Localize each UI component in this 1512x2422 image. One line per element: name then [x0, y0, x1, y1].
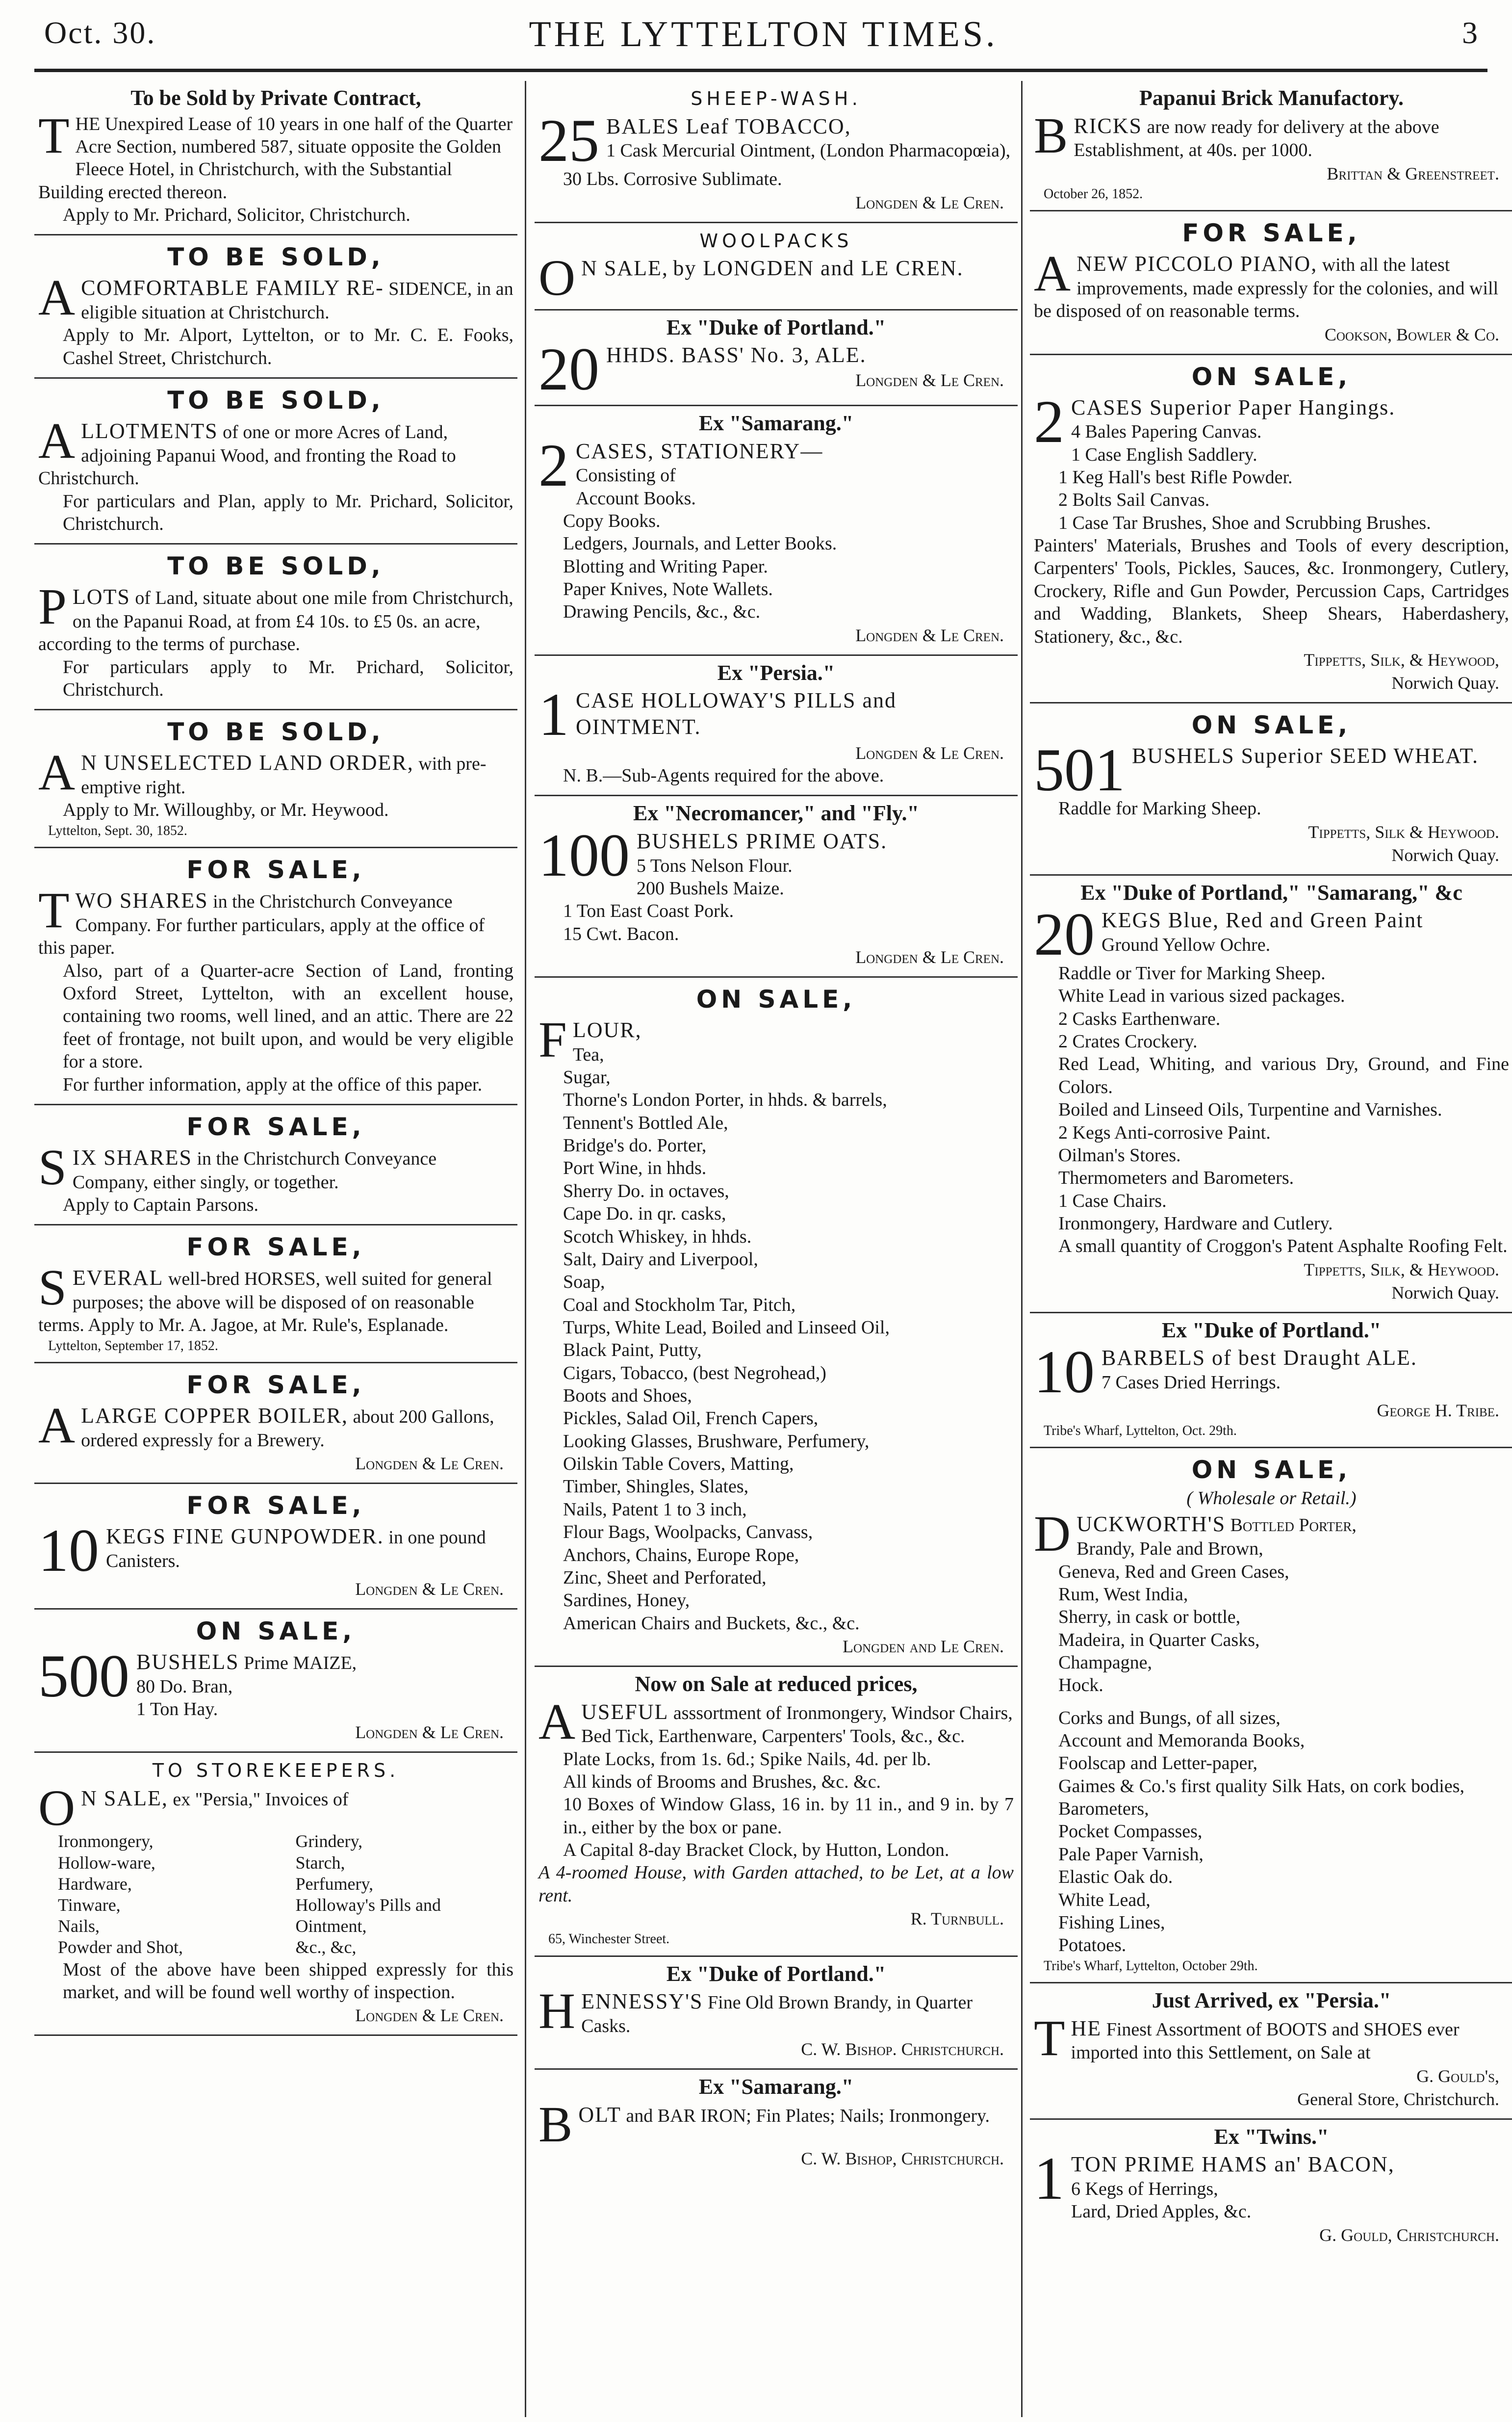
ad-line: Boiled and Linseed Oils, Turpentine and Varnishes. — [1058, 1099, 1442, 1120]
list-item: Nails, — [58, 1916, 100, 1936]
drop-cap: S — [38, 1139, 67, 1196]
ad-signature: R. Turnbull. — [910, 1909, 1004, 1929]
ad-note: N. B.—Sub-Agents required for the above. — [563, 765, 884, 786]
ad-line: Sardines, Honey, — [563, 1590, 690, 1611]
ad-lead: N UNSELECTED LAND ORDER, — [81, 751, 414, 775]
ad-duckworth-porter — [1030, 1448, 1512, 1983]
ad-lead: HE — [75, 113, 101, 134]
ad-lead: LOTS — [72, 585, 130, 609]
ad-heading: TO BE SOLD, — [167, 243, 384, 272]
ad-line: 10 Boxes of Window Glass, 16 in. by 11 in., and 9 in. by 7 in., either by the box or pane. — [563, 1794, 1014, 1838]
ad-draught-ale — [1030, 1313, 1512, 1449]
ad-signature: Longden & Le Cren. — [355, 1579, 504, 1599]
ad-heading: Ex "Twins." — [1214, 2124, 1329, 2149]
ad-signature: Longden & Le Cren. — [855, 625, 1004, 645]
quantity-numeral: 10 — [1034, 1338, 1095, 1406]
drop-cap: A — [38, 413, 76, 469]
ad-line: Copy Books. — [563, 510, 661, 531]
ad-private-contract — [34, 81, 517, 235]
ad-signature: G. Gould's, — [1416, 2066, 1499, 2086]
ad-heading: TO STOREKEEPERS. — [152, 1760, 400, 1782]
ad-signature: G. Gould, Christchurch. — [1319, 2225, 1499, 2245]
ad-heading: FOR SALE, — [1182, 219, 1361, 248]
ad-signature: Cookson, Bowler & Co. — [1324, 324, 1499, 344]
list-item: Perfumery, — [295, 1874, 374, 1894]
ad-heading: ON SALE, — [1191, 710, 1352, 739]
ad-signature: Longden & Le Cren. — [355, 1722, 504, 1743]
ad-plots-of-land — [34, 545, 517, 710]
newspaper-title: THE LYTTELTON TIMES. — [529, 14, 998, 54]
ad-date: Tribe's Wharf, Lyttelton, Oct. 29th. — [1044, 1423, 1237, 1438]
ad-apply: Apply to Mr. Prichard, Solicitor, Christchurch. — [63, 205, 410, 226]
ad-line: 5 Tons Nelson Flour. — [637, 855, 793, 876]
ad-two-shares — [34, 848, 517, 1105]
ad-signature: Tippetts, Silk & Heywood. — [1308, 822, 1499, 842]
ad-line: Rum, West India, — [1058, 1584, 1188, 1605]
list-item: Powder and Shot, — [58, 1937, 183, 1957]
list-item: Starch, — [295, 1852, 345, 1873]
drop-cap: T — [38, 107, 70, 164]
ad-heading: FOR SALE, — [186, 1112, 365, 1141]
list-item: Ointment, — [295, 1916, 367, 1936]
drop-cap: B — [1034, 107, 1068, 164]
ad-subheading: ( Wholesale or Retail.) — [1186, 1488, 1357, 1509]
ad-body: SIDENCE, in an eligible situation at Christchurch. — [81, 279, 513, 323]
ad-lead: LOUR, — [572, 1017, 642, 1042]
ad-line: 80 Do. Bran, — [136, 1676, 233, 1697]
ad-lead: EVERAL — [72, 1266, 164, 1290]
ad-body: in the Christchurch Conveyance Company. For further particulars, apply at the office of this paper. — [38, 891, 485, 959]
ad-heading: Ex "Duke of Portland." — [666, 1961, 886, 1986]
ad-lead: BUSHELS Superior SEED WHEAT. — [1132, 743, 1479, 768]
ad-address: 65, Winchester Street. — [548, 1931, 670, 1947]
ad-heading: Just Arrived, ex "Persia." — [1152, 1988, 1391, 2013]
ad-heading: Ex "Duke of Portland." — [1161, 1318, 1382, 1342]
ad-line: A small quantity of Croggon's Patent Asphalte Roofing Felt. — [1058, 1236, 1508, 1257]
ad-line: 1 Ton Hay. — [136, 1698, 218, 1719]
ad-boots-shoes — [1030, 1983, 1512, 2120]
ad-line: Pocket Compasses, — [1058, 1821, 1203, 1842]
ad-body: Most of the above have been shipped expressly for this market, and will be found well worthy of inspection. — [63, 1959, 513, 2003]
drop-cap: P — [38, 578, 67, 635]
ad-heading: ON SALE, — [1191, 1456, 1352, 1484]
ad-hennessy-brandy — [535, 1957, 1018, 2070]
drop-cap: O — [538, 250, 576, 307]
ad-lead: N SALE, — [81, 1786, 168, 1810]
quantity-numeral: 500 — [38, 1642, 129, 1710]
ad-date: Lyttelton, September 17, 1852. — [48, 1338, 218, 1354]
ad-body: asssortment of Ironmongery, Windsor Chairs, Bed Tick, Earthenware, Carpenters' Tools, &c., &c. — [581, 1702, 1013, 1747]
drop-cap: O — [38, 1779, 76, 1836]
ad-address: Norwich Quay. — [1391, 1282, 1499, 1302]
ad-line: 2 Kegs Anti-corrosive Paint. — [1058, 1122, 1271, 1143]
ad-line: 6 Kegs of Herrings, — [1071, 2179, 1218, 2200]
drop-cap: A — [538, 1693, 576, 1750]
ad-line: 1 Case Chairs. — [1058, 1190, 1167, 1211]
ad-line: 4 Bales Papering Canvas. — [1071, 421, 1262, 443]
ad-signature: Longden & Le Cren. — [355, 1454, 504, 1474]
ad-heading: Ex "Samarang." — [698, 2075, 854, 2099]
ad-flour-goods — [535, 978, 1018, 1667]
quantity-numeral: 20 — [538, 336, 599, 403]
ad-line: Cigars, Tobacco, (best Negrohead,) — [563, 1362, 826, 1383]
ad-line: Zinc, Sheet and Perforated, — [563, 1567, 767, 1588]
ad-body: about 200 Gallons, ordered expressly for a Brewery. — [81, 1406, 494, 1451]
ad-house-to-let: A 4-roomed House, with Garden attached, to be Let, at a low rent. — [538, 1862, 1014, 1906]
ad-line: Scotch Whiskey, in hhds. — [563, 1226, 752, 1247]
ad-line: Anchors, Chains, Europe Rope, — [563, 1544, 799, 1565]
ad-line: 1 Cask Mercurial Ointment, (London Pharmacopœia), — [606, 140, 1011, 161]
ad-line: Nails, Patent 1 to 3 inch, — [563, 1499, 747, 1520]
ad-line: Potatoes. — [1058, 1935, 1127, 1956]
ad-signature: Longden & Le Cren. — [855, 370, 1004, 390]
ad-address: Norwich Quay. — [1391, 845, 1499, 865]
ad-lead: HE — [1071, 2016, 1102, 2040]
ad-line: Soap, — [563, 1272, 605, 1293]
ad-heading: WOOLPACKS — [699, 230, 853, 252]
ad-line: Flour Bags, Woolpacks, Canvass, — [563, 1522, 813, 1543]
column-3 — [1030, 81, 1512, 2417]
ad-heading: Ex "Duke of Portland," "Samarang," &c — [1080, 880, 1462, 905]
ad-lead: CASES, STATIONERY— — [576, 439, 823, 463]
ad-line: Bridge's do. Porter, — [563, 1135, 707, 1156]
quantity-numeral: 1 — [538, 681, 569, 749]
ad-paper-hangings — [1030, 355, 1512, 703]
ad-line: Black Paint, Putty, — [563, 1340, 702, 1361]
page-number: 3 — [1462, 15, 1478, 50]
ad-heading: FOR SALE, — [186, 856, 365, 885]
drop-cap: B — [538, 2096, 573, 2153]
ad-lead: RICKS — [1074, 113, 1142, 138]
drop-cap: A — [38, 269, 76, 326]
ad-body: ex "Persia," Invoices of — [173, 1789, 349, 1810]
ad-heading: FOR SALE, — [186, 1491, 365, 1520]
ad-line: Consisting of — [576, 465, 676, 486]
column-1 — [34, 81, 517, 2417]
ad-line: Timber, Shingles, Slates, — [563, 1476, 749, 1497]
ad-lead: NEW PICCOLO PIANO, — [1076, 252, 1318, 276]
ad-heading: To be Sold by Private Contract, — [130, 86, 421, 110]
list-item: Hollow-ware, — [58, 1852, 155, 1873]
ad-line: Ground Yellow Ochre. — [1102, 935, 1271, 956]
ad-lead: BALES Leaf TOBACCO, — [606, 114, 851, 138]
ad-apply: Apply to Mr. Alport, Lyttelton, or to Mr. C. E. Fooks, Cashel Street, Christchurch. — [63, 325, 513, 368]
list-item: Tinware, — [58, 1895, 121, 1915]
column-divider — [1021, 81, 1023, 2417]
ad-body: in one pound Canisters. — [106, 1527, 486, 1571]
ad-apply: Apply to Mr. Willoughby, or Mr. Heywood. — [63, 800, 389, 821]
ad-line: Blotting and Writing Paper. — [563, 556, 768, 577]
ad-lead: ENNESSY'S — [581, 1989, 703, 2014]
ad-heading: Ex "Duke of Portland." — [666, 315, 886, 339]
ad-line: Coal and Stockholm Tar, Pitch, — [563, 1294, 796, 1315]
ad-body: of one or more Acres of Land, adjoining Papanui Wood, and fronting the Road to Christchurch. — [38, 422, 456, 489]
ad-line: Lard, Dried Apples, &c. — [1071, 2201, 1252, 2222]
ad-line: Corks and Bungs, of all sizes, — [1058, 1707, 1281, 1728]
ad-heading: ON SALE, — [1191, 362, 1352, 391]
ad-line: 1 Case English Saddlery. — [1071, 444, 1257, 465]
ad-heading: ON SALE, — [696, 985, 856, 1014]
ad-lead: CASE HOLLOWAY'S PILLS and OINTMENT. — [576, 688, 897, 739]
ad-brick-manufactory — [1030, 81, 1512, 211]
ad-line: Account Books. — [576, 488, 696, 509]
drop-cap: A — [38, 744, 76, 801]
ad-line: Gaimes & Co.'s first quality Silk Hats, on cork bodies, — [1058, 1775, 1465, 1797]
ad-line: Raddle for Marking Sheep. — [1058, 798, 1261, 819]
ad-line: Drawing Pencils, &c., &c. — [563, 601, 761, 623]
ad-address: Norwich Quay. — [1391, 673, 1499, 693]
ad-lead: IX SHARES — [72, 1145, 192, 1170]
list-item: &c., &c, — [295, 1937, 357, 1957]
ad-line: Oilman's Stores. — [1058, 1145, 1181, 1166]
drop-cap: A — [38, 1397, 76, 1454]
ad-line: Plate Locks, from 1s. 6d.; Spike Nails, 4d. per lb. — [563, 1748, 931, 1770]
ad-family-residence — [34, 235, 517, 379]
quantity-numeral: 2 — [1034, 388, 1064, 455]
ad-signature: George H. Tribe. — [1377, 1400, 1499, 1420]
ad-line: White Lead in various sized packages. — [1058, 986, 1345, 1007]
ad-heading: Ex "Necromancer," and "Fly." — [633, 801, 919, 826]
ad-apply: Apply to Captain Parsons. — [63, 1194, 258, 1215]
quantity-numeral: 100 — [538, 821, 630, 889]
ad-copper-boiler — [34, 1363, 517, 1484]
drop-cap: T — [38, 882, 70, 939]
ad-seed-wheat — [1030, 703, 1512, 876]
ad-line: Champagne, — [1058, 1652, 1153, 1673]
ad-signature: Tippetts, Silk, & Heywood. — [1304, 1259, 1499, 1279]
ad-line: Ironmongery, Hardware and Cutlery. — [1058, 1213, 1333, 1234]
ad-gunpowder — [34, 1484, 517, 1610]
ad-stationery — [535, 406, 1018, 656]
ad-body: well-bred HORSES, well suited for general purposes; the above will be disposed of on reasonable terms. Apply to Mr. A. Jagoe, at Mr. Rule's, Esplanade. — [38, 1269, 492, 1336]
ad-lead: BUSHELS PRIME OATS. — [637, 829, 888, 853]
ad-lead: UCKWORTH'S — [1076, 1512, 1226, 1537]
ad-lead: BARBELS of best Draught ALE. — [1102, 1346, 1417, 1370]
quantity-numeral: 2 — [538, 431, 569, 499]
list-item: Holloway's Pills and — [295, 1895, 441, 1915]
ad-lead: OLT — [578, 2102, 621, 2127]
ad-lead: WO SHARES — [75, 888, 208, 913]
quantity-numeral: 10 — [38, 1517, 99, 1585]
ad-line: 1 Ton East Coast Pork. — [563, 901, 734, 922]
ad-heading: Now on Sale at reduced prices, — [635, 1671, 918, 1696]
ad-maize — [34, 1610, 517, 1753]
list-item: Ironmongery, — [58, 1831, 154, 1851]
ad-signature: Brittan & Greenstreet. — [1327, 163, 1499, 183]
drop-cap: H — [538, 1983, 576, 2040]
ad-lead: KEGS Blue, Red and Green Paint — [1102, 908, 1424, 933]
ad-body: Finest Assortment of BOOTS and SHOES ever imported into this Settlement, on Sale at — [1071, 2019, 1460, 2063]
ad-body: and BAR IRON; Fin Plates; Nails; Ironmongery. — [626, 2105, 990, 2126]
goods-list — [38, 1831, 513, 1958]
ad-line: 200 Bushels Maize. — [637, 878, 784, 899]
ad-hams-bacon — [1030, 2120, 1512, 2254]
ad-land-order — [34, 710, 517, 848]
ad-line: Madeira, in Quarter Casks, — [1058, 1629, 1260, 1650]
ad-prime-oats — [535, 796, 1018, 978]
ad-body: Bottled Porter, — [1230, 1515, 1357, 1536]
ad-signature: Longden & Le Cren. — [855, 743, 1004, 763]
ad-body: Unexpired Lease of 10 years in one half of the Quarter Acre Section, numbered 587, situate opposite the Golden Fleece Hotel, in Christchurch, with the Substantial Building erected thereon. — [38, 113, 513, 203]
ad-body: Prime MAIZE, — [244, 1652, 357, 1673]
ad-line: 30 Lbs. Corrosive Sublimate. — [563, 169, 782, 190]
ad-address: General Store, Christchurch. — [1297, 2089, 1499, 2109]
ad-heading: FOR SALE, — [186, 1371, 365, 1400]
ad-paints — [1030, 876, 1512, 1313]
drop-cap: F — [538, 1011, 567, 1068]
ad-heading: Ex "Samarang." — [698, 411, 854, 435]
ad-line: Fishing Lines, — [1058, 1912, 1165, 1933]
quantity-numeral: 25 — [538, 106, 599, 174]
ad-apply: For particulars and Plan, apply to Mr. Prichard, Solicitor, Christchurch. — [63, 491, 513, 534]
ad-line: Tennent's Bottled Ale, — [563, 1112, 728, 1133]
ad-line: 2 Casks Earthenware. — [1058, 1008, 1221, 1029]
ad-line: White Lead, — [1058, 1889, 1151, 1910]
ad-line: Red Lead, Whiting, and various Dry, Ground, and Fine Colors. — [1058, 1054, 1509, 1097]
ad-allotments — [34, 379, 517, 545]
issue-date: Oct. 30. — [44, 15, 156, 50]
ad-signature: C. W. Bishop. Christchurch. — [801, 2039, 1004, 2059]
ad-body: are now ready for delivery at the above Establishment, at 40s. per 1000. — [1074, 116, 1439, 161]
ad-signature: Longden & Le Cren. — [855, 947, 1004, 967]
ad-line: Sherry Do. in octaves, — [563, 1180, 729, 1201]
drop-cap: A — [1034, 245, 1071, 302]
ad-line: Sherry, in cask or bottle, — [1058, 1607, 1241, 1628]
ad-line: 1 Case Tar Brushes, Shoe and Scrubbing Brushes. — [1058, 512, 1431, 533]
ad-date: October 26, 1852. — [1044, 186, 1143, 202]
ad-line: Thermometers and Barometers. — [1058, 1168, 1294, 1189]
ad-lead: HHDS. BASS' No. 3, ALE. — [606, 343, 867, 367]
ad-lead: KEGS FINE GUNPOWDER. — [106, 1524, 384, 1549]
list-item: Grindery, — [295, 1831, 363, 1851]
ad-lead: N SALE, — [581, 256, 668, 281]
ad-heading: TO BE SOLD, — [167, 386, 384, 415]
ad-signature: Longden and Le Cren. — [843, 1636, 1004, 1656]
ad-bar-iron — [535, 2070, 1018, 2177]
drop-cap: D — [1034, 1506, 1071, 1563]
column-divider — [525, 81, 526, 2417]
ad-line: All kinds of Brooms and Brushes, &c. &c. — [563, 1771, 881, 1792]
ad-body: by LONGDEN and LE CREN. — [673, 256, 964, 281]
ad-line: Turps, White Lead, Boiled and Linseed Oil, — [563, 1317, 890, 1338]
ad-line: Salt, Dairy and Liverpool, — [563, 1249, 758, 1270]
ad-line: American Chairs and Buckets, &c., &c. — [563, 1613, 860, 1634]
ad-line: Boots and Shoes, — [563, 1385, 692, 1406]
ad-horses — [34, 1225, 517, 1363]
ad-line: A Capital 8-day Bracket Clock, by Hutton, London. — [563, 1840, 949, 1861]
column-2 — [535, 81, 1018, 2417]
ad-heading: TO BE SOLD, — [167, 718, 384, 747]
ad-apply: For particulars apply to Mr. Prichard, Solicitor, Christchurch. — [63, 656, 513, 700]
ad-line: Paper Knives, Note Wallets. — [563, 578, 773, 599]
ad-heading: TO BE SOLD, — [167, 552, 384, 581]
ad-body: of Land, situate about one mile from Christchurch, on the Papanui Road, at from £4 10s. to £5 0s. an acre, according to the terms of purchase. — [38, 588, 513, 655]
ad-line: Sugar, — [563, 1067, 611, 1088]
ad-signature: Tippetts, Silk, & Heywood, — [1304, 650, 1499, 670]
ad-body: Fine Old Brown Brandy, in Quarter Casks. — [581, 1992, 973, 2036]
ad-lead: TON PRIME HAMS an' BACON, — [1071, 2152, 1395, 2177]
ad-six-shares — [34, 1105, 517, 1225]
drop-cap: T — [1034, 2009, 1065, 2066]
ad-line: Cape Do. in qr. casks, — [563, 1203, 726, 1224]
ad-line: Port Wine, in hhds. — [563, 1158, 707, 1179]
ad-woolpacks — [535, 223, 1018, 311]
ad-line: Pale Paper Varnish, — [1058, 1844, 1204, 1865]
ad-date: Lyttelton, Sept. 30, 1852. — [48, 823, 187, 838]
ad-line: Thorne's London Porter, in hhds. & barrels, — [563, 1090, 887, 1111]
ad-heading: ON SALE, — [196, 1616, 356, 1645]
quantity-numeral: 20 — [1034, 901, 1095, 968]
ad-bass-ale — [535, 311, 1018, 406]
ad-line: Pickles, Salad Oil, French Capers, — [563, 1408, 819, 1429]
ad-line: Foolscap and Letter-paper, — [1058, 1753, 1258, 1774]
masthead-rule — [34, 69, 1487, 72]
list-item: Hardware, — [58, 1874, 132, 1894]
masthead — [44, 10, 1483, 69]
ad-lead: LARGE COPPER BOILER, — [81, 1404, 348, 1428]
ad-line: Tea, — [572, 1044, 604, 1065]
ad-date: Tribe's Wharf, Lyttelton, October 29th. — [1044, 1958, 1258, 1974]
ad-reduced-prices — [535, 1667, 1018, 1957]
ad-lead: COMFORTABLE FAMILY RE- — [81, 276, 384, 300]
ad-lead: USEFUL — [581, 1699, 669, 1724]
ad-body: with pre-emptive right. — [81, 754, 487, 798]
ad-line: 7 Cases Dried Herrings. — [1102, 1372, 1281, 1393]
quantity-numeral: 501 — [1034, 736, 1125, 804]
ad-heading: SHEEP-WASH. — [691, 88, 862, 109]
ad-line: Geneva, Red and Green Cases, — [1058, 1561, 1289, 1582]
ad-heading: FOR SALE, — [186, 1233, 365, 1262]
ad-heading: Papanui Brick Manufactory. — [1139, 86, 1404, 110]
ad-line: Hock. — [1058, 1675, 1103, 1696]
ad-sheep-wash — [535, 81, 1018, 223]
ad-storekeepers — [34, 1753, 517, 2036]
ad-signature: Longden & Le Cren. — [355, 2005, 504, 2026]
ad-lead: BUSHELS — [136, 1649, 239, 1674]
ad-line: Elastic Oak do. — [1058, 1867, 1173, 1888]
ad-line: 2 Crates Crockery. — [1058, 1031, 1198, 1052]
ad-line: 15 Cwt. Bacon. — [563, 923, 679, 944]
ad-piano — [1030, 211, 1512, 355]
ad-body: Painters' Materials, Brushes and Tools of every description, Carpenters' Tools, Pickles, Sauces, &c. Ironmongery, Cutlery, Crockery, Rifle and Gun Powder, Percussion Caps, Cartridges and Wadding, Blankets, Sheep Shears, Haberdashery, Stationery, &c., &c. — [1034, 535, 1509, 647]
ad-heading: Ex "Persia." — [717, 660, 835, 685]
ad-line: Brandy, Pale and Brown, — [1076, 1538, 1263, 1560]
ad-line: 2 Bolts Sail Canvas. — [1058, 490, 1210, 511]
ad-also: Also, part of a Quarter-acre Section of Land, fronting Oxford Street, Lyttelton, with an excellent house, containing two rooms, well lined, and an attic. There are 22 feet of frontage, not built upon, and would be very eligible for a store. — [63, 960, 513, 1072]
ad-holloway-pills — [535, 656, 1018, 797]
ad-lead: CASES Superior Paper Hangings. — [1071, 395, 1396, 419]
ad-signature: C. W. Bishop, Christchurch. — [801, 2148, 1004, 2168]
ad-line: Raddle or Tiver for Marking Sheep. — [1058, 963, 1326, 984]
quantity-numeral: 1 — [1034, 2145, 1064, 2213]
drop-cap: S — [38, 1259, 67, 1316]
ad-line: Account and Memoranda Books, — [1058, 1730, 1305, 1751]
ad-body: in the Christchurch Conveyance Company, either singly, or together. — [72, 1148, 437, 1193]
ad-line: 1 Keg Hall's best Rifle Powder. — [1058, 467, 1293, 488]
ad-line: Looking Glasses, Brushware, Perfumery, — [563, 1431, 870, 1452]
ad-line: Ledgers, Journals, and Letter Books. — [563, 533, 837, 554]
ad-body: with all the latest improvements, made expressly for the colonies, and will be disposed of on reasonable terms. — [1034, 255, 1499, 322]
ad-line: Barometers, — [1058, 1798, 1149, 1820]
ad-apply: For further information, apply at the office of this paper. — [63, 1074, 483, 1095]
ad-line: Oilskin Table Covers, Matting, — [563, 1454, 794, 1475]
ad-lead: LLOTMENTS — [81, 419, 218, 443]
ad-signature: Longden & Le Cren. — [855, 192, 1004, 212]
